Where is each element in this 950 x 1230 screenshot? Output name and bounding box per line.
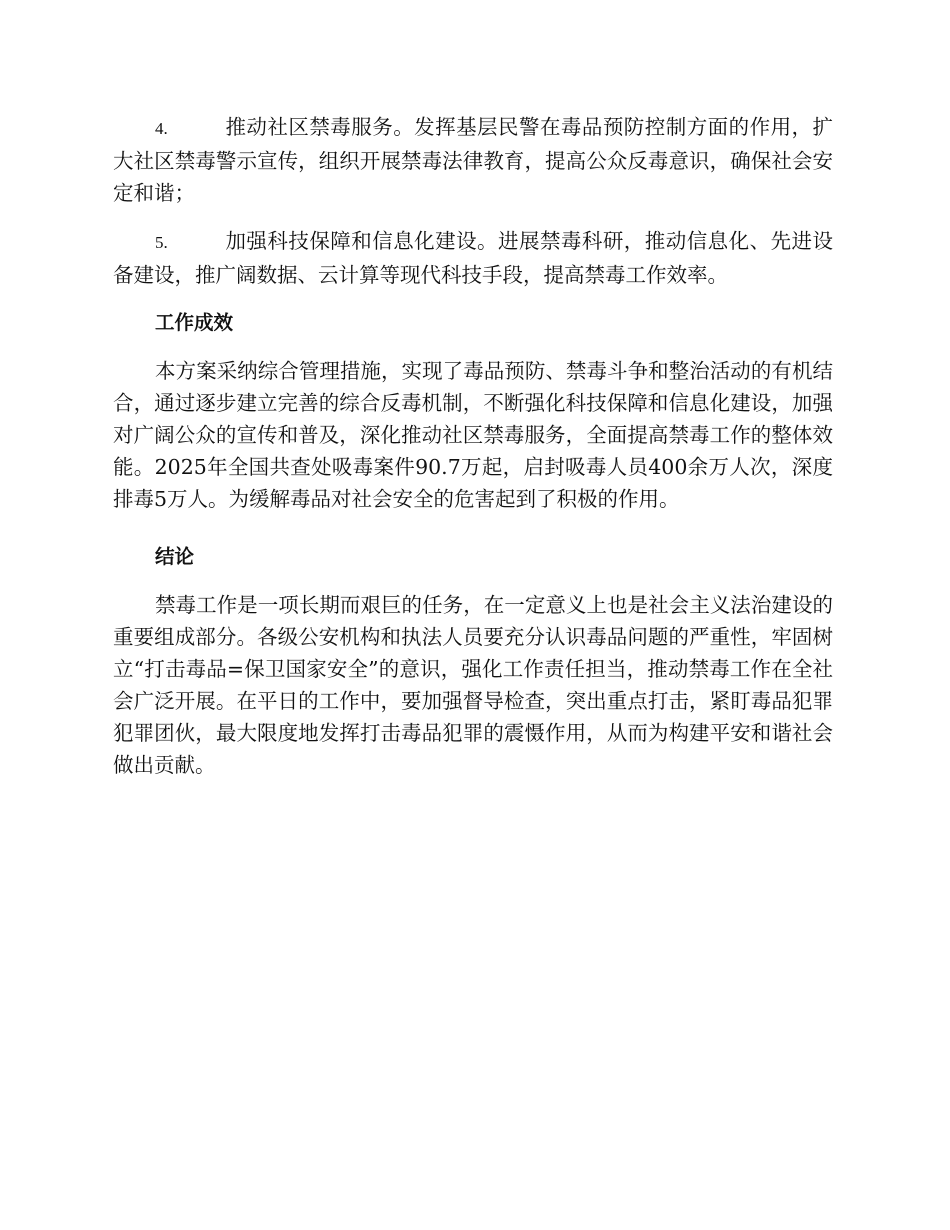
section-heading-results: 工作成效 — [155, 311, 234, 334]
section-heading-conclusion: 结论 — [155, 545, 195, 568]
list-item-text: 加强科技保障和信息化建设。进展禁毒科研，推动信息化、先进设备建设，推广阔数据、云计算等现代科技手段，提高禁毒工作效率。 — [113, 229, 833, 287]
list-item — [113, 111, 833, 209]
document-page — [113, 111, 833, 797]
list-item-number: 5. — [155, 233, 168, 252]
list-item-text: 推动社区禁毒服务。发挥基层民警在毒品预防控制方面的作用，扩大社区禁毒警示宣传，组织开展禁毒法律教育，提高公众反毒意识，确保社会安定和谐； — [113, 115, 833, 205]
list-item-number: 4. — [155, 119, 168, 138]
section-paragraph-conclusion: 禁毒工作是一项长期而艰巨的任务，在一定意义上也是社会主义法治建设的重要组成部分。各级公安机构和执法人员要充分认识毒品问题的严重性，牢固树立“打击毒品=保卫国家安全”的意识，强化工作责任担当，推动禁毒工作在全社会广泛开展。在平日的工作中，要加强督导检查，突出重点打击，紧盯毒品犯罪犯罪团伙，最大限度地发挥打击毒品犯罪的震慑作用，从而为构建平安和谐社会做出贡献。 — [113, 593, 833, 777]
list-item — [113, 225, 833, 291]
section-paragraph-results: 本方案采纳综合管理措施，实现了毒品预防、禁毒斗争和整治活动的有机结合，通过逐步建立完善的综合反毒机制，不断强化科技保障和信息化建设，加强对广阔公众的宣传和普及，深化推动社区禁毒服务，全面提高禁毒工作的整体效能。2025年全国共查处吸毒案件90.7万起，启封吸毒人员400余万人次，深度排毒5万人。为缓解毒品对社会安全的危害起到了积极的作用。 — [113, 359, 833, 511]
